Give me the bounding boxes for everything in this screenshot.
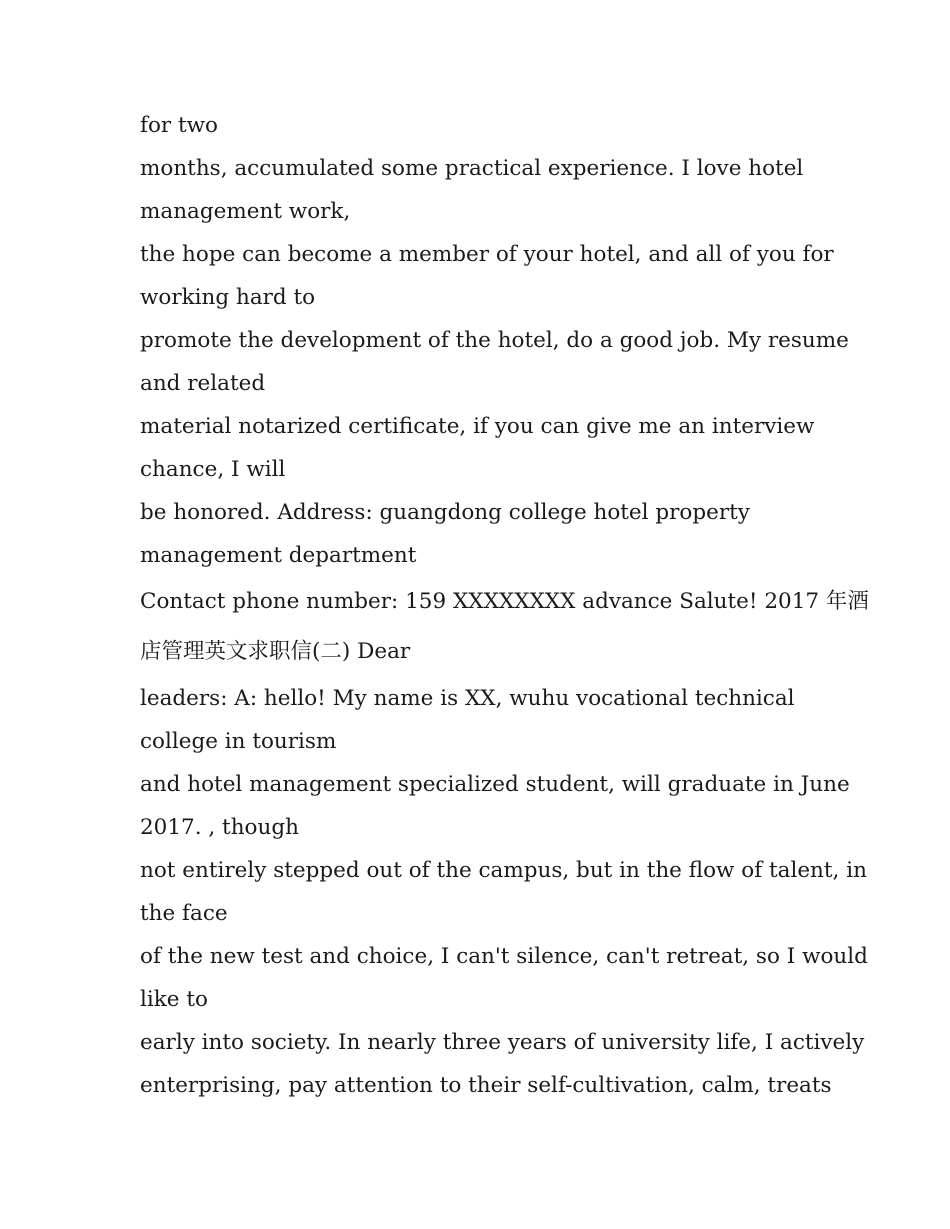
text-line: 2017. , though — [140, 815, 299, 840]
text-line: for two — [140, 113, 219, 138]
text-line: of the new test and choice, I can't silence, can't retreat, so I would — [140, 944, 868, 969]
text-line: college in tourism — [140, 729, 337, 754]
text-line: and hotel management specialized student, will graduate in June — [140, 772, 850, 797]
text-line: months, accumulated some practical experience. I love hotel — [140, 156, 804, 181]
text-line: Contact phone number: 159 XXXXXXXX advance Salute! 2017 年酒 — [140, 589, 869, 614]
text-line: 店管理英文求职信(二) Dear — [140, 639, 411, 664]
text-line: management work, — [140, 199, 351, 224]
text-line: management department — [140, 543, 417, 568]
text-line: the face — [140, 901, 228, 926]
text-line: working hard to — [140, 285, 316, 310]
text-line: enterprising, pay attention to their self-cultivation, calm, treats — [140, 1073, 832, 1098]
text-line: material notarized certificate, if you can give me an interview — [140, 414, 815, 439]
text-line: not entirely stepped out of the campus, but in the flow of talent, in — [140, 858, 867, 883]
text-line: like to — [140, 987, 208, 1012]
text-line: the hope can become a member of your hotel, and all of you for — [140, 242, 834, 267]
text-line: and related — [140, 371, 266, 396]
text-line: be honored. Address: guangdong college hotel property — [140, 500, 750, 525]
text-line: promote the development of the hotel, do a good job. My resume — [140, 328, 849, 353]
document-body — [140, 104, 869, 1107]
text-line: leaders: A: hello! My name is XX, wuhu vocational technical — [140, 686, 795, 711]
text-line: chance, I will — [140, 457, 286, 482]
text-line: early into society. In nearly three years of university life, I actively — [140, 1030, 865, 1055]
